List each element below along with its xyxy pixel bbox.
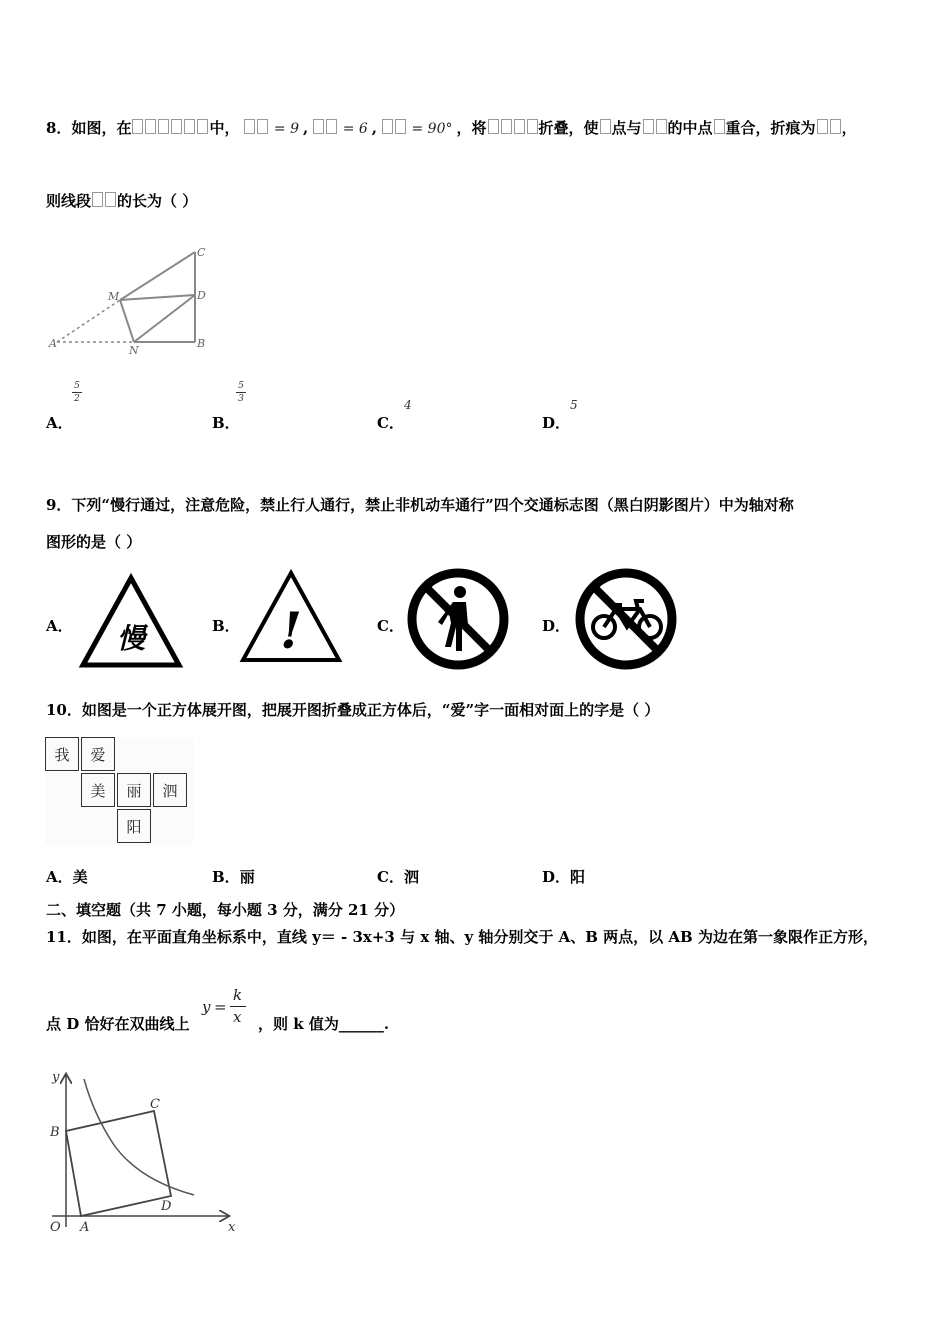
- section-heading: 二、填空题（共 7 小题，每小题 3 分，满分 21 分）: [46, 901, 405, 919]
- q8-option-d-value: 5: [570, 398, 578, 412]
- q8-number: 8．: [46, 119, 72, 137]
- q8-option-b[interactable]: B．: [212, 414, 240, 432]
- hyperbola-formula: [202, 986, 252, 1028]
- q9-option-a[interactable]: A．: [46, 617, 73, 635]
- q9-option-d[interactable]: D．: [542, 617, 571, 635]
- formula-y: y: [202, 998, 211, 1016]
- q8-line2b: 的长为（ ）: [117, 192, 198, 210]
- cube-cell-yang: 阳: [117, 809, 151, 843]
- q10-text: 10．如图是一个正方体展开图，把展开图折叠成正方体后，“爱”字一面相对面上的字是（ ）: [46, 701, 660, 719]
- q8-option-c[interactable]: C．: [377, 414, 404, 432]
- formula-x: x: [233, 1008, 242, 1026]
- q10-option-a[interactable]: A．美: [46, 868, 88, 886]
- axis-label-y: y: [52, 1070, 60, 1085]
- q9-option-b[interactable]: B．: [212, 617, 240, 635]
- point-label-D: D: [161, 1199, 172, 1214]
- q8-line2a: 则线段: [46, 192, 92, 210]
- label-N: N: [129, 344, 139, 357]
- q8-cond3: = 90°: [411, 121, 453, 137]
- q8-option-b-value: 5 3: [236, 381, 246, 404]
- point-label-C: C: [150, 1097, 160, 1112]
- formula-eq: =: [214, 998, 227, 1016]
- label-M: M: [108, 290, 120, 303]
- label-C: C: [197, 246, 206, 259]
- point-label-A: A: [80, 1220, 90, 1235]
- q8-line1: 8．如图，在 中， = 9 , = 6 , = 90° ，将 折叠，使 点与 的中点 重合，折痕为 ，: [46, 119, 857, 137]
- q9-option-c[interactable]: C．: [377, 617, 404, 635]
- q8-end: ，: [841, 119, 857, 137]
- q8-option-d[interactable]: D．: [542, 414, 571, 432]
- label-A: A: [49, 337, 57, 350]
- q8-mid: 的中点: [667, 119, 713, 137]
- label-B: B: [197, 337, 206, 350]
- formula-k: k: [233, 986, 243, 1004]
- cube-cell-ai: 爱: [81, 737, 115, 771]
- q11-line2a: 点 D 恰好在双曲线上: [46, 1015, 190, 1033]
- cube-cell-li: 丽: [117, 773, 151, 807]
- q11-figure: [44, 1065, 244, 1237]
- q10-option-d[interactable]: D．阳: [542, 868, 586, 886]
- q8-option-a-value: 5 2: [72, 381, 82, 404]
- axis-label-x: x: [228, 1220, 236, 1235]
- q9-line1: 9．下列“慢行通过，注意危险，禁止行人通行，禁止非机动车通行”四个交通标志图（黑白阴影图片）中为轴对称: [46, 496, 794, 514]
- cube-net: [45, 737, 193, 845]
- cube-cell-mei: 美: [81, 773, 115, 807]
- q8-coincide: 重合，折痕为: [725, 119, 816, 137]
- slow-char: 慢: [116, 622, 146, 655]
- warning-sign-icon: [238, 568, 344, 666]
- q8-prefix: 如图，在: [71, 119, 132, 137]
- no-pedestrian-sign-icon: [404, 565, 512, 673]
- q8-in: 中，: [209, 119, 240, 137]
- q8-figure: [45, 240, 220, 360]
- label-D: D: [197, 289, 206, 302]
- cube-cell-wo: 我: [45, 737, 79, 771]
- q8-fold2: 折叠，使: [538, 119, 599, 137]
- q8-option-a[interactable]: A．: [46, 414, 73, 432]
- q9-line2: 图形的是（ ）: [46, 533, 142, 551]
- q8-cond2: = 6: [342, 121, 368, 137]
- point-label-B: B: [50, 1125, 60, 1140]
- q10-option-c[interactable]: C．泗: [377, 868, 419, 886]
- no-bicycle-sign-icon: [572, 565, 680, 673]
- warning-char: !: [280, 601, 302, 660]
- origin-label-O: O: [50, 1220, 61, 1235]
- q10-option-b[interactable]: B．丽: [212, 868, 255, 886]
- slow-sign-icon: [78, 572, 184, 670]
- q8-point: 点与: [611, 119, 642, 137]
- q8-cond1: = 9: [273, 121, 300, 137]
- q11-line2b: ，则 k 值为______.: [258, 1015, 390, 1033]
- q8-line2: [46, 190, 197, 211]
- cube-cell-si: 泗: [153, 773, 187, 807]
- q8-fold: ，将: [456, 119, 487, 137]
- q11-line1: 11．如图，在平面直角坐标系中，直线 y＝ - 3x+3 与 x 轴、y 轴分别交于 A、B 两点，以 AB 为边在第一象限作正方形，: [46, 928, 878, 946]
- q8-option-c-value: 4: [404, 398, 412, 412]
